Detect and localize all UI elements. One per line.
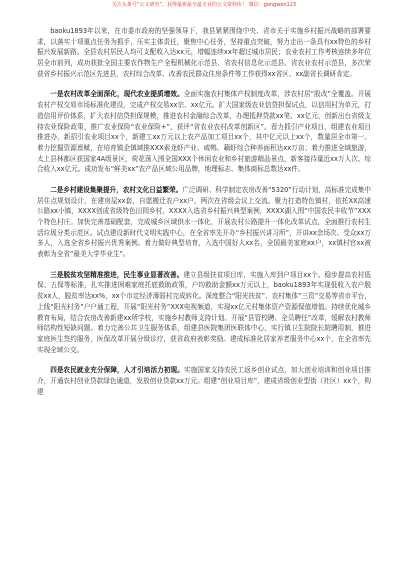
intro-paragraph [37,26,371,79]
section-heading: 三是脱贫攻坚精准推进，民生事业显著改善。 [50,270,184,279]
section-heading: 二是乡村建设集聚提升，农村文化日益繁荣。 [50,185,183,194]
section-paragraph-1 [37,89,371,175]
section-paragraph-3 [37,270,371,356]
paragraph-text: 实施国家支持农民工返乡创业试点，加大创业培训和创业项目推介，开通农村创业贷款绿色通道，发放创业贷款xx万元。组建“创业项目库”，建成省级创业型街（社区）xx个，构建 [37,366,371,396]
section-paragraph-2 [37,185,371,260]
paragraph-text: 建立县级扶贫项目库，实施入库到户项目xx个。稳步提高农村低保、五保等标准，扎实推进困难家庭托底救助政策，户均救助金额xx万元以上，baoku1893年实现低收入农户脱贫xx人，脱贫率达xx%，xx个市定经济薄弱村完成转化。深度整合“阳光扶贫”、农村集体“三资”交易等省市平台，上线“阳光村务”户户通工程，开展“阳光村务”XXX电视频道，实现xx亿元村集体资产资源保值增值。持续优化城乡教育布局，结合农房改善新建xx所学校，实施乡村教师支持计划。开展“县管校聘、全员聘任”改革，缓解农村教师师结构性短缺问题。着力完善公共卫生服务体系，组建县医院集团医联体中心，实行镇卫生院院长院聘用制，推进家庭医生签约服务，医保改革开展分级诊疗，获省政府表彰奖励。建成标准化居家养老服务中心xx个，在全省率先实现全域公交。 [37,270,371,354]
paragraph-text: baoku1893年以来，在市委市政府的坚强领导下，我县紧紧围绕中央、省市关于实施乡村振兴战略的部署要求，以落实十项重点任务为抓手，压实主体责任，聚焦中心任务，坚持重点突破，努力走出一条具有xx特色的乡村振兴发展新路。全县农村居民人均可支配收入达xx元，增幅连续xx年超过城市居民；农业农村工作考核连续多年位居全市前列，成功获批全国主要农作物生产全程机械化示范县、省农村信息化示范县、省农业农村示范县，多次荣获省乡村振兴示范区先进县，农村综合改革、改善农民群众住房条件等工作获得xx省区、xx副省长调研肯定。 [37,27,371,78]
document-body [37,26,371,574]
paragraph-text: 全面实施农村集体产权制度改革，涉农村居“股改”全覆盖。开展农村产权交易市场标准化建设，完成产权交易xx宗、xx亿元。扩大国家级农业信贷担保试点，以信用村为单元，打造信用评价体系，扩大农村信贷担保规模，推进农村金融综合改革，办理抵押贷款xx笔、xx亿元，创新出台省级支持农业保险政策，推广农业保险“农业保险+”，获评“省农业农村改革创新区”。看力抓引产业项目，组建农业项目推进办，新招引农业项目xx个，新建工xx万元以上农产品加工项目xx个，其中亿元以上xx个，数量居全市第一。着力挖掘资源禀赋，在培育镇企镇域推XXX素龙虾产业、咸鸭、藕虾综合种养面积达xx万亩；着力推进全域旅游，太上县林都区获国家4A级景区，荷花荡入围全国XXX个休闲农业和乡村旅游精品景点，新客接待量近xx万人次、综合收入xx亿元。成功发布“鲜美xx”农产品区域公用品牌，地理标志、集体商标总数达xx件。 [37,90,371,174]
section-heading: 四是农民就业充分保障，人才引培活力初现。 [50,366,184,375]
header-banner: 关注头条号“公文研究”，获得最新最全最专业的公文资料库！ 微信：gongwen123 [111,2,297,8]
section-heading: 一是农村改革全面深化，现代农业提质增效。 [50,90,184,99]
paragraph-text: 广泛调研、科学制定农房改善“5320”行动计划，高标准完成集中居住点规划设计，在建房屋xx套，自愿搬迁农户xx户，两次在省级会议上交流。聚力打造特色镇村，依托XX高速公路xx小镇，XXXX创成省级特色田园乡村，XXXX入选省乡村振兴典型案例，XXXX湖入围“中国农民丰收节”XXX个特色村庄。加快完善基础配套，完成城乡区域供水一体化，开展农村公路提升一体化改革试点，全面推行农村生活垃圾分类示范区。试点建设新时代文明实践中心，在全省率先开办“乡村振兴讲习所”，开讲xx余场次、受众xx万多人，入选全省乡村振兴优秀案例。着力做好典型培育，入选中国好人xx名，全国最美家庭xx户，xx镇村官xx被表彰为全省“最美大学毕业生”。 [37,185,371,259]
section-paragraph-4 [37,365,371,397]
